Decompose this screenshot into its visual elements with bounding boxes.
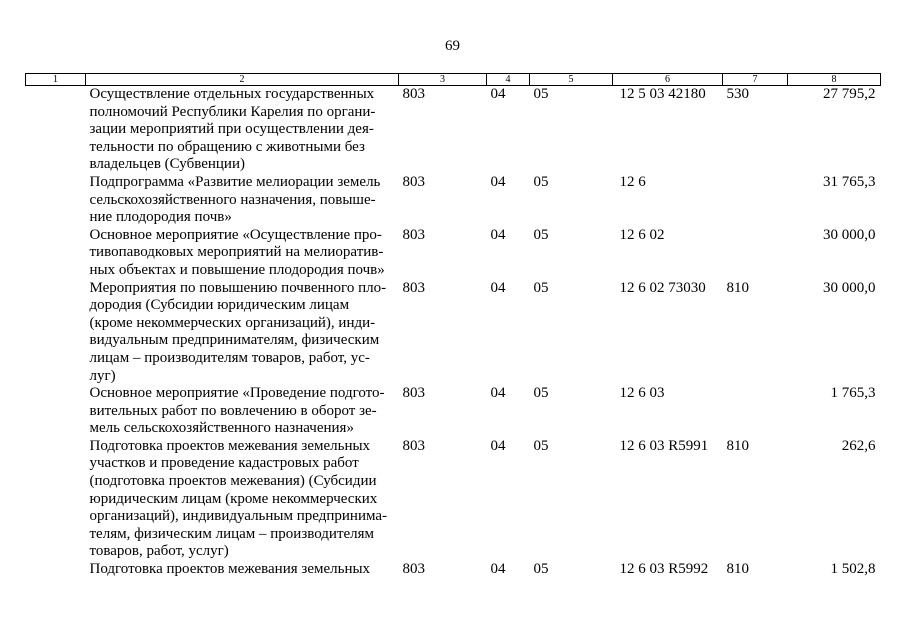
row-number-cell <box>26 561 86 579</box>
item-name-line: мель сельскохозяйственного назначения» <box>89 420 354 437</box>
section-code: 04 <box>490 561 506 578</box>
target-article: 12 5 03 42180 <box>619 86 706 102</box>
expense-type <box>723 385 788 438</box>
expense-type <box>723 174 788 227</box>
ministry-code: 803 <box>402 279 425 296</box>
amount: 30 000,0 <box>823 279 876 296</box>
item-name-line: Основное мероприятие «Проведение подгото- <box>89 385 385 402</box>
item-name-line: зации мероприятий при осуществлении дея- <box>89 121 374 138</box>
subsection-code: 05 <box>533 279 549 296</box>
table-row <box>26 561 881 579</box>
ministry-code: 803 <box>402 226 425 243</box>
column-number: 7 <box>723 74 788 86</box>
row-number-cell <box>26 280 86 386</box>
item-name-line: тельности по обращению с животными без <box>89 138 365 155</box>
item-name-cell <box>86 561 399 579</box>
expense-type <box>723 227 788 280</box>
item-name-line: (подготовка проектов межевания) (Субсидии <box>89 473 377 490</box>
row-number-cell <box>26 227 86 280</box>
item-name-line: дородия (Субсидии юридическим лицам <box>89 297 350 314</box>
section-code: 04 <box>490 173 506 190</box>
amount: 1 502,8 <box>830 561 876 578</box>
item-name-cell <box>86 174 399 227</box>
item-name-cell <box>86 227 399 280</box>
table-row <box>26 227 881 280</box>
row-number-cell <box>26 86 86 174</box>
ministry-code: 803 <box>402 86 425 102</box>
expense-type: 530 <box>726 86 749 102</box>
item-name-line: Осуществление отдельных государственных <box>89 86 375 102</box>
ministry-code: 803 <box>402 173 425 190</box>
item-name-line: юридическим лицам (кроме некоммерческих <box>89 490 378 507</box>
item-name-line: Подготовка проектов межевания земельных <box>89 437 371 454</box>
amount: 1 765,3 <box>830 385 876 402</box>
item-name-cell <box>86 438 399 561</box>
amount: 30 000,0 <box>823 226 876 243</box>
item-name-line: Мероприятия по повышению почвенного пло- <box>89 279 387 296</box>
expense-type: 810 <box>726 561 749 578</box>
item-name-cell <box>86 385 399 438</box>
item-name-line: луг) <box>89 367 116 384</box>
target-article: 12 6 03 <box>619 385 665 402</box>
column-number: 2 <box>86 74 399 86</box>
item-name-line: сельскохозяйственного назначения, повыше- <box>89 191 376 208</box>
item-name-line: участков и проведение кадастровых работ <box>89 455 359 472</box>
row-number-cell <box>26 174 86 227</box>
item-name-line: Основное мероприятие «Осуществление про- <box>89 226 382 243</box>
amount: 262,6 <box>841 437 876 454</box>
subsection-code: 05 <box>533 561 549 578</box>
target-article: 12 6 02 73030 <box>619 279 706 296</box>
page-number: 69 <box>445 38 460 54</box>
section-code: 04 <box>490 437 506 454</box>
target-article: 12 6 <box>619 173 646 190</box>
section-code: 04 <box>490 86 506 102</box>
amount: 31 765,3 <box>823 173 876 190</box>
table-row <box>26 280 881 386</box>
item-name-line: товаров, работ, услуг) <box>89 543 229 560</box>
item-name-line: лицам – производителям товаров, работ, ус- <box>89 349 370 366</box>
item-name-line: владельцев (Субвенции) <box>89 156 245 173</box>
item-name-line: ных объектах и повышение плодородия почв» <box>89 261 385 278</box>
ministry-code: 803 <box>402 437 425 454</box>
item-name-line: телям, физическим лицам – производителям <box>89 525 375 542</box>
section-code: 04 <box>490 385 506 402</box>
subsection-code: 05 <box>533 226 549 243</box>
column-number: 8 <box>788 74 881 86</box>
row-number-cell <box>26 385 86 438</box>
subsection-code: 05 <box>533 437 549 454</box>
subsection-code: 05 <box>533 86 549 102</box>
item-name-cell <box>86 86 399 174</box>
ministry-code: 803 <box>402 561 425 578</box>
target-article: 12 6 03 R5992 <box>619 561 709 578</box>
column-number: 1 <box>26 74 86 86</box>
section-code: 04 <box>490 226 506 243</box>
column-number-header <box>26 74 881 86</box>
target-article: 12 6 03 R5991 <box>619 437 709 454</box>
target-article: 12 6 02 <box>619 226 665 243</box>
ministry-code: 803 <box>402 385 425 402</box>
item-name-line: видуальным предпринимателям, физическим <box>89 332 380 349</box>
item-name-line: полномочий Республики Карелия по органи- <box>89 103 376 120</box>
item-name-line: ние плодородия почв» <box>89 209 232 226</box>
table-row <box>26 438 881 561</box>
budget-table <box>25 73 881 579</box>
item-name-line: (кроме некоммерческих организаций), инди- <box>89 314 376 331</box>
item-name-line: Подготовка проектов межевания земельных <box>89 561 371 578</box>
column-number: 6 <box>613 74 723 86</box>
expense-type: 810 <box>726 437 749 454</box>
table-row <box>26 174 881 227</box>
subsection-code: 05 <box>533 385 549 402</box>
item-name-cell <box>86 280 399 386</box>
item-name-line: тивопаводковых мероприятий на мелиоратив- <box>89 244 384 261</box>
table-body <box>26 86 881 579</box>
subsection-code: 05 <box>533 173 549 190</box>
section-code: 04 <box>490 279 506 296</box>
table-row <box>26 86 881 174</box>
item-name-line: организаций), индивидуальным предпринима- <box>89 508 388 525</box>
column-number: 3 <box>399 74 487 86</box>
item-name-line: Подпрограмма «Развитие мелиорации земель <box>89 173 381 190</box>
item-name-line: вительных работ по вовлечению в оборот зе- <box>89 402 377 419</box>
expense-type: 810 <box>726 279 749 296</box>
table-row <box>26 385 881 438</box>
column-number: 4 <box>487 74 530 86</box>
column-number: 5 <box>530 74 613 86</box>
amount: 27 795,2 <box>823 86 876 102</box>
row-number-cell <box>26 438 86 561</box>
